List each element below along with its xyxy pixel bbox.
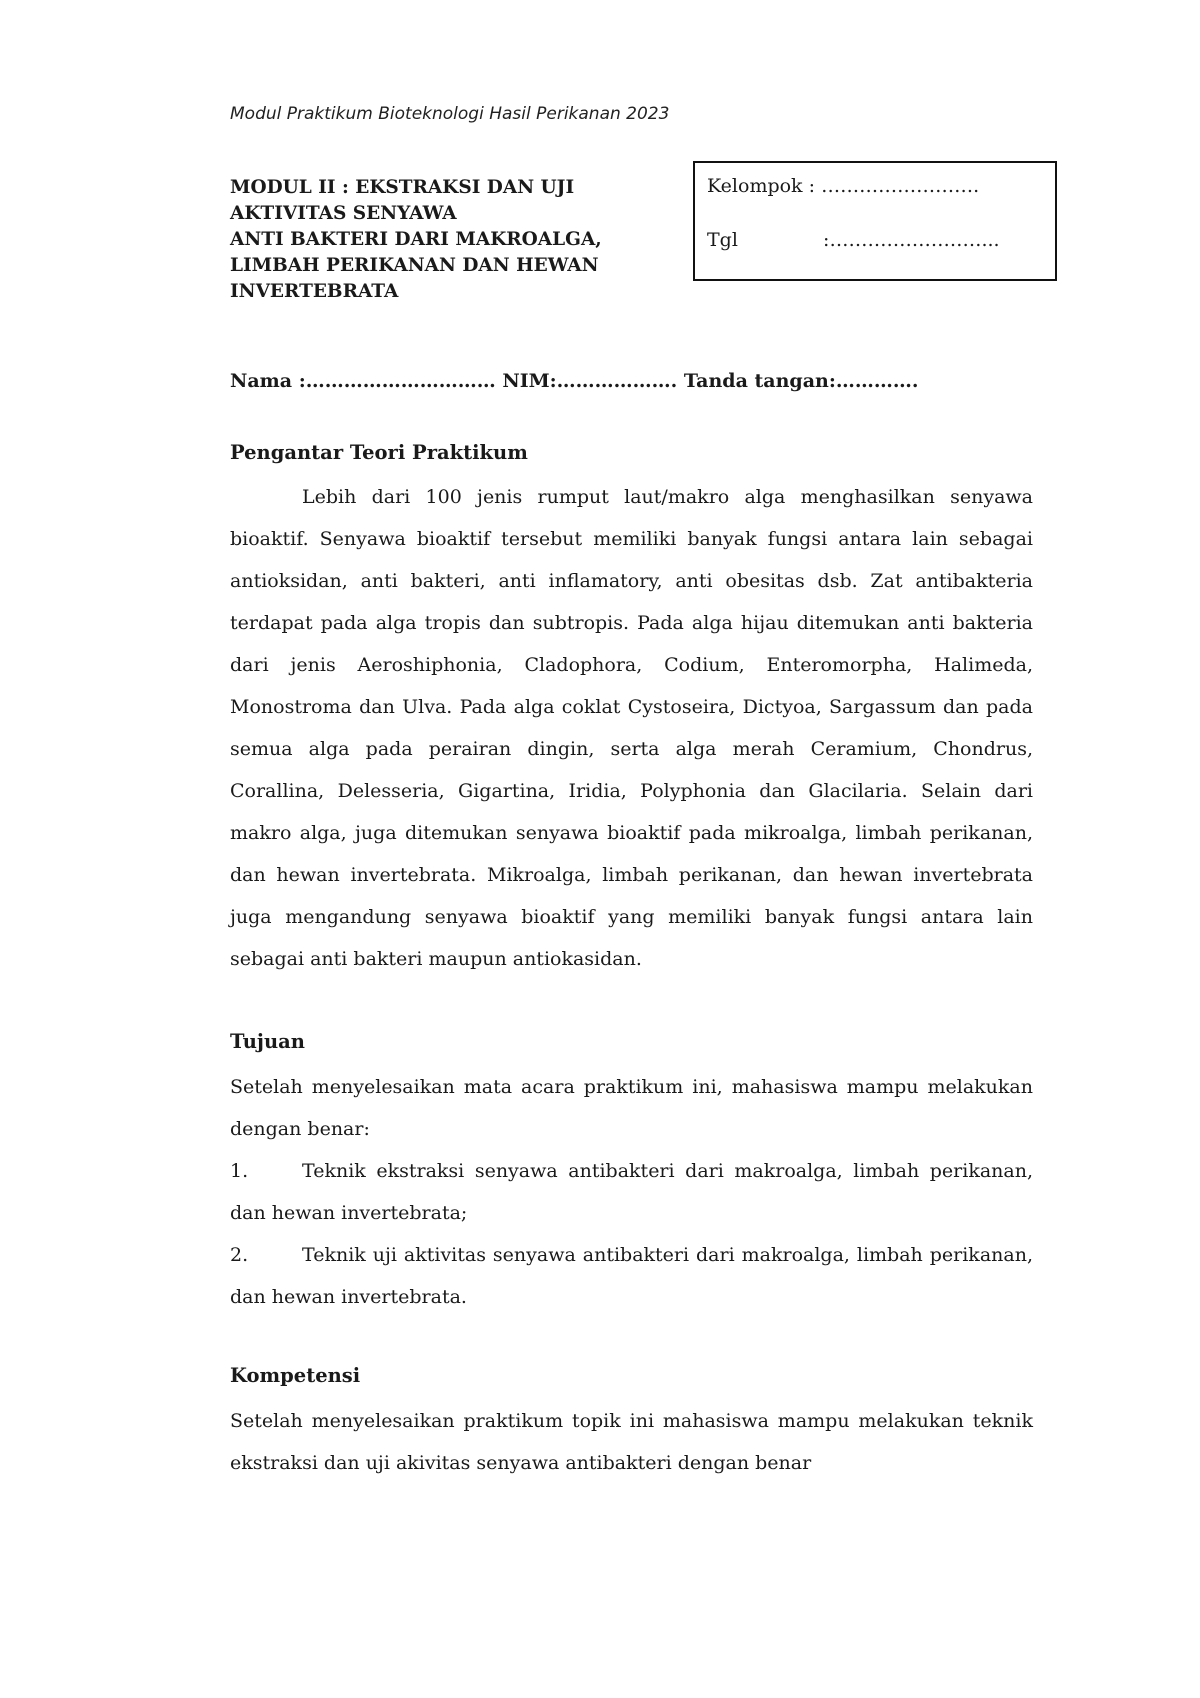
module-title-line: ANTI BAKTERI DARI MAKROALGA, bbox=[230, 229, 602, 250]
list-item bbox=[230, 1234, 1033, 1318]
group-info-box bbox=[693, 161, 1057, 281]
tgl-blank: :……………………... bbox=[823, 229, 1000, 251]
list-item bbox=[230, 1150, 1033, 1234]
running-header: Modul Praktikum Bioteknologi Hasil Perikanan 2023 bbox=[230, 104, 670, 124]
module-title-line: LIMBAH PERIKANAN DAN HEWAN bbox=[230, 255, 599, 276]
tujuan-intro bbox=[230, 1066, 1033, 1150]
kelompok-label: Kelompok : bbox=[707, 175, 816, 197]
list-item-text: Teknik uji aktivitas senyawa antibakteri dari makroalga, limbah perikanan, dan hewan invertebrata. bbox=[230, 1244, 1033, 1308]
kelompok-row bbox=[707, 175, 979, 197]
tujuan-intro-paragraph: Setelah menyelesaikan mata acara praktikum ini, mahasiswa mampu melakukan dengan benar: bbox=[230, 1076, 1033, 1140]
kelompok-blank: ……………………. bbox=[821, 175, 980, 197]
module-title-line: MODUL II : EKSTRAKSI DAN UJI bbox=[230, 177, 575, 198]
pengantar-heading: Pengantar Teori Praktikum bbox=[230, 441, 528, 464]
pengantar-paragraph: Lebih dari 100 jenis rumput laut/makro alga menghasilkan senyawa bioaktif. Senyawa bioaktif tersebut memiliki banyak fungsi antara lain sebagai antioksidan, anti bakteri, anti inflamatory, anti obesitas dsb. Zat antibakteria terdapat pada alga tropis dan subtropis. Pada alga hijau ditemukan anti bakteria dari jenis Aeroshiphonia, Cladophora, Codium, Enteromorpha, Halimeda, Monostroma dan Ulva. Pada alga coklat Cystoseira, Dictyoa, Sargassum dan pada semua alga pada perairan dingin, serta alga merah Ceramium, Chondrus, Corallina, Delesseria, Gigartina, Iridia, Polyphonia dan Glacilaria. Selain dari makro alga, juga ditemukan senyawa bioaktif pada mikroalga, limbah perikanan, dan hewan invertebrata. Mikroalga, limbah perikanan, dan hewan invertebrata juga mengandung senyawa bioaktif yang memiliki banyak fungsi antara lain sebagai anti bakteri maupun antiokasidan. bbox=[230, 486, 1033, 970]
module-title-line: AKTIVITAS SENYAWA bbox=[230, 203, 457, 224]
list-item-number: 2. bbox=[230, 1244, 249, 1266]
pengantar-body bbox=[230, 476, 1033, 980]
kompetensi-paragraph: Setelah menyelesaikan praktikum topik ini mahasiswa mampu melakukan teknik ekstraksi dan uji akivitas senyawa antibakteri dengan benar bbox=[230, 1410, 1033, 1474]
kompetensi-body bbox=[230, 1400, 1033, 1484]
list-item-text: Teknik ekstraksi senyawa antibakteri dari makroalga, limbah perikanan, dan hewan invertebrata; bbox=[230, 1160, 1033, 1224]
list-item-number: 1. bbox=[230, 1160, 249, 1182]
kompetensi-heading: Kompetensi bbox=[230, 1364, 361, 1387]
module-title bbox=[230, 175, 660, 305]
tujuan-list bbox=[230, 1150, 1033, 1318]
tgl-row bbox=[707, 229, 1000, 251]
identity-line: Nama :………………………… NIM:………………. Tanda tangan:…………. bbox=[230, 370, 919, 392]
module-title-line: INVERTEBRATA bbox=[230, 281, 399, 302]
tgl-label: Tgl bbox=[707, 229, 738, 251]
tujuan-heading: Tujuan bbox=[230, 1030, 305, 1053]
